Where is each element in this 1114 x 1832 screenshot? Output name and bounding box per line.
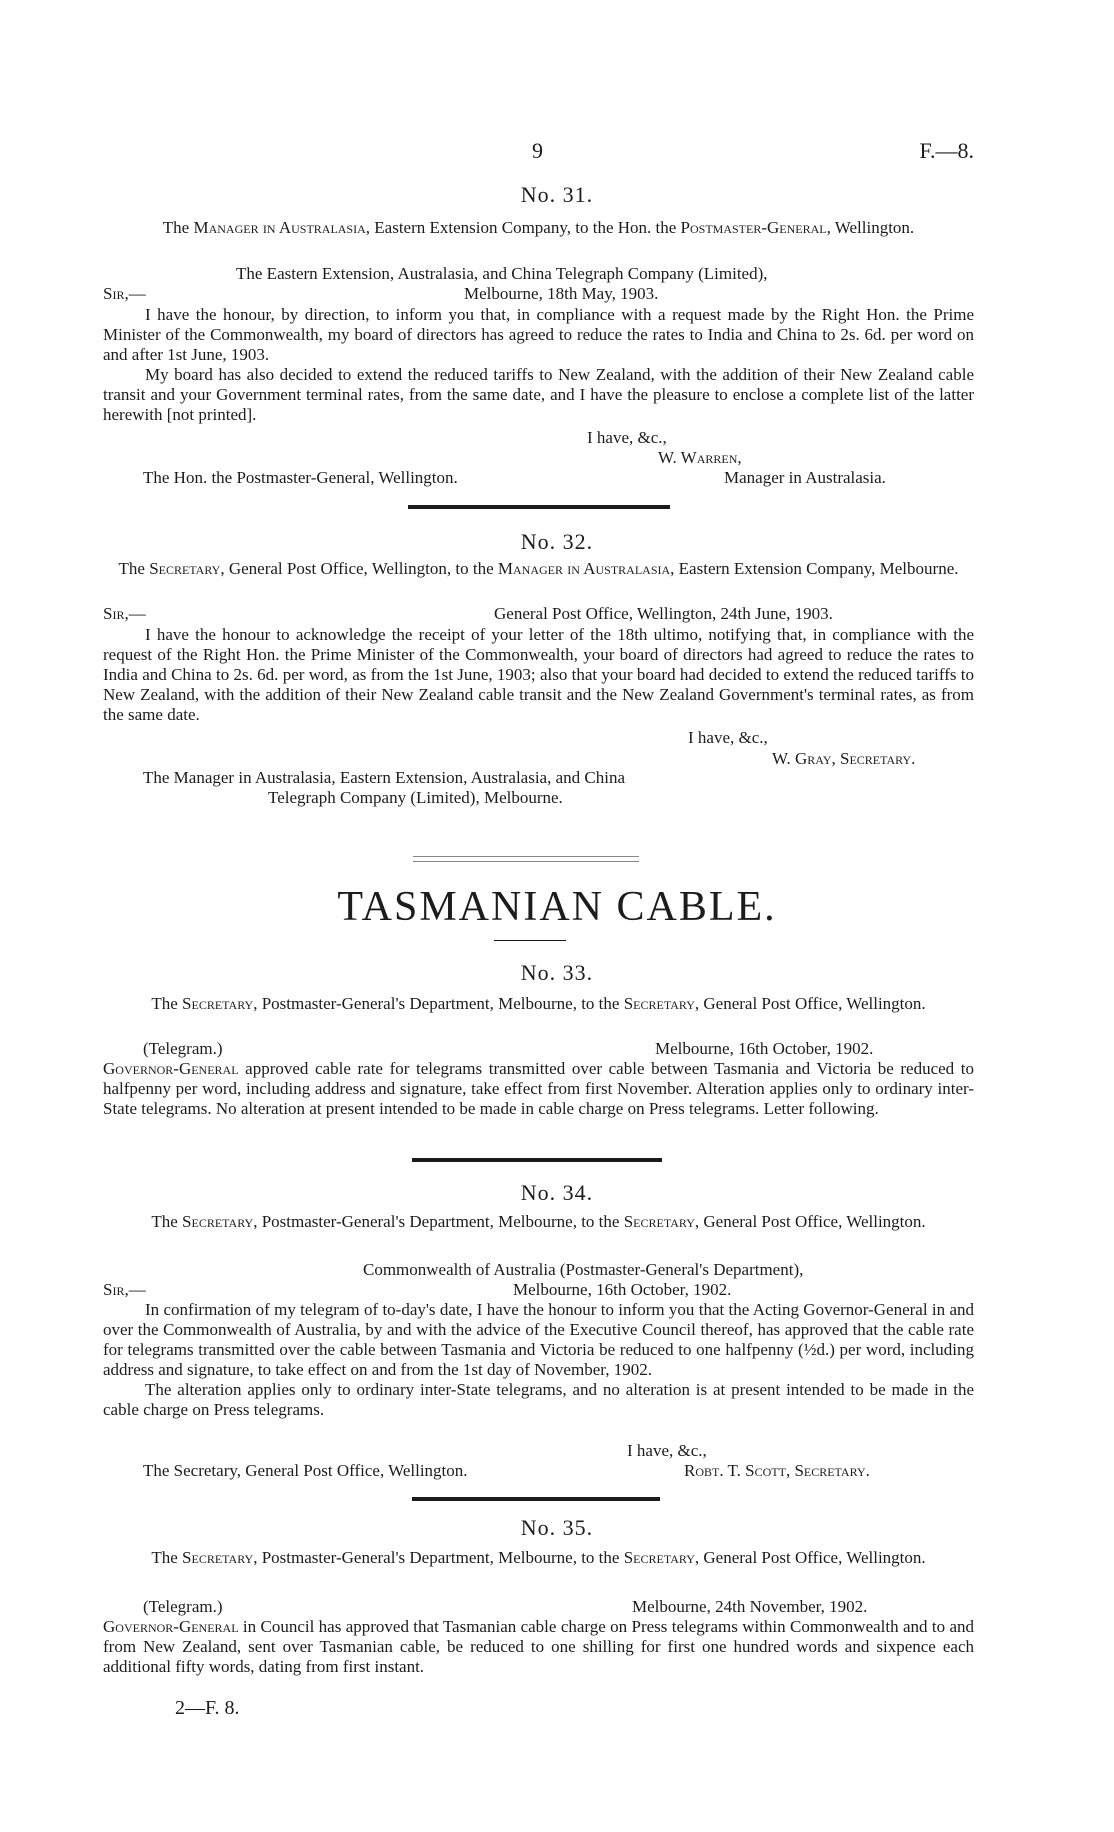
letter-31-paragraph-1: I have the honour, by direction, to inform you that, in compliance with a request made by the Right Hon. the Prime Minister of the Commonwealth, my board of directors has agreed to reduce the rates to India and China to 2s. 6d. per word on and after 1st June, 1903.: [103, 305, 974, 364]
letter-32-signature: W. Gray, Secretary.: [772, 749, 916, 768]
letter-34-addressee: The Secretary, General Post Office, Wellington.: [143, 1461, 468, 1480]
letter-34-paragraph-2: The alteration applies only to ordinary inter-State telegrams, and no alteration is at present intended to be made in the cable charge on Press telegrams.: [103, 1380, 974, 1419]
letter-33-lead: Governor-General: [103, 1059, 239, 1078]
letter-31-place-date: Melbourne, 18th May, 1903.: [464, 284, 659, 303]
letter-32-addressee-line-2: Telegraph Company (Limited), Melbourne.: [268, 788, 563, 807]
signature-mark: 2—F. 8.: [175, 1697, 240, 1719]
letter-31-signature: W. Warren,: [658, 448, 742, 467]
section-divider: [408, 505, 670, 509]
letter-33-place-date: Melbourne, 16th October, 1902.: [655, 1039, 874, 1058]
letter-34-closing: I have, &c.,: [627, 1441, 707, 1460]
letter-32-number: No. 32.: [520, 529, 594, 554]
letter-32-paragraph-1: I have the honour to acknowledge the receipt of your letter of the 18th ultimo, notifying that, in compliance with the request of the Right Hon. the Prime Minister of the Commonwealth, your board of directors had agreed to reduce the rates to India and China to 2s. 6d. per word, as from the 1st June, 1903; also that your board had decided to extend the reduced tariffs to New Zealand, with the addition of their New Zealand cable transit and the New Zealand Government's terminal rates, as from the same date.: [103, 625, 974, 724]
letter-34-paragraph-1: In confirmation of my telegram of to-day's date, I have the honour to inform you that the Acting Governor-General in and over the Commonwealth of Australia, by and with the advice of the Executive Council thereof, has approved that the cable rate for telegrams transmitted over the cable between Tasmania and Victoria be reduced to one halfpenny (½d.) per word, including address and signature, to take effect on and from the 1st day of November, 1902.: [103, 1300, 974, 1379]
letter-33-number: No. 33.: [520, 960, 594, 985]
letter-35-paragraph-1: in Council has approved that Tasmanian cable charge on Press telegrams within Commonwealth and to and from New Zealand, sent over Tasmanian cable, be reduced to one shilling for first one hundred words and sixpence each additional fifty words, dating from first instant.: [103, 1617, 974, 1676]
section-divider: [412, 1158, 662, 1162]
letter-31-signatory-title: Manager in Australasia.: [724, 468, 886, 487]
letter-35-body: [0, 1617, 1114, 1677]
letter-32-salutation: Sir,—: [103, 604, 146, 623]
letter-34-body: [0, 1300, 1114, 1420]
letter-31-closing: I have, &c.,: [587, 428, 667, 447]
letter-31-addressee: The Hon. the Postmaster-General, Wellington.: [143, 468, 458, 487]
section-heading: TASMANIAN CABLE.: [337, 884, 777, 930]
heading-underline: [494, 940, 566, 941]
letter-34-address: The Secretary, Postmaster-General's Department, Melbourne, to the Secretary, General Post Office, Wellington.: [151, 1212, 926, 1231]
letter-31-number: No. 31.: [520, 182, 594, 207]
letter-35-number: No. 35.: [520, 1515, 594, 1540]
letter-32-addressee-line-1: The Manager in Australasia, Eastern Extension, Australasia, and China: [143, 768, 626, 787]
section-divider: [412, 1497, 660, 1501]
section-divider: [413, 856, 639, 862]
letter-33-telegram-label: (Telegram.): [143, 1039, 223, 1058]
letter-33-paragraph-1: approved cable rate for telegrams transmitted over cable between Tasmania and Victoria be reduced to halfpenny per word, including address and signature, take effect from first November. Alteration applies only to ordinary inter-State telegrams. No alteration at present intended to be made in cable charge on Press telegrams. Letter following.: [103, 1059, 974, 1118]
document-reference: F.—8.: [919, 138, 974, 163]
letter-35-address: The Secretary, Postmaster-General's Department, Melbourne, to the Secretary, General Post Office, Wellington.: [151, 1548, 926, 1567]
letter-31-body: [0, 305, 1114, 425]
letter-32-body: [0, 625, 1114, 725]
letter-32-closing: I have, &c.,: [688, 728, 768, 747]
letter-31-salutation: Sir,—: [103, 284, 146, 303]
page-number: 9: [532, 138, 543, 163]
letter-34-number: No. 34.: [520, 1180, 594, 1205]
letter-31-paragraph-2: My board has also decided to extend the reduced tariffs to New Zealand, with the addition of their New Zealand cable transit and your Government terminal rates, from the same date, and I have the pleasure to enclose a complete list of the latter herewith [not printed].: [103, 365, 974, 424]
letter-32-address: The Secretary, General Post Office, Wellington, to the Manager in Australasia, Eastern Extension Company, Melbourne.: [118, 559, 959, 578]
letter-35-place-date: Melbourne, 24th November, 1902.: [632, 1597, 868, 1616]
letter-31-address: The Manager in Australasia, Eastern Extension Company, to the Hon. the Postmaster-General, Wellington.: [162, 218, 915, 237]
letter-34-salutation: Sir,—: [103, 1280, 146, 1299]
letter-34-signature: Robt. T. Scott, Secretary.: [684, 1461, 870, 1480]
letter-32-place-date: General Post Office, Wellington, 24th June, 1903.: [494, 604, 833, 623]
letter-35-telegram-label: (Telegram.): [143, 1597, 223, 1616]
letter-34-place-date: Melbourne, 16th October, 1902.: [513, 1280, 732, 1299]
letter-33-body: [0, 1059, 1114, 1119]
letter-31-sender: The Eastern Extension, Australasia, and China Telegraph Company (Limited),: [236, 264, 768, 283]
letter-34-sender: Commonwealth of Australia (Postmaster-General's Department),: [363, 1260, 804, 1279]
letter-33-address: The Secretary, Postmaster-General's Department, Melbourne, to the Secretary, General Post Office, Wellington.: [151, 994, 926, 1013]
letter-35-lead: Governor-General: [103, 1617, 239, 1636]
